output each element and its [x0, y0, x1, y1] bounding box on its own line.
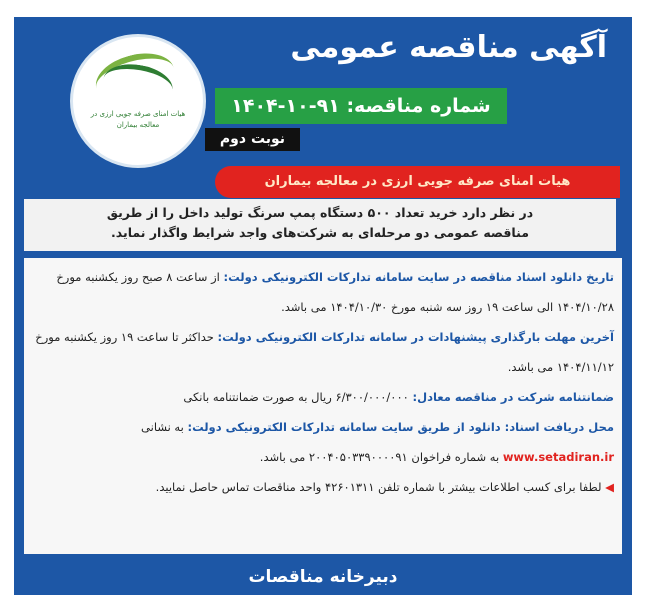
intro-line: در نظر دارد خرید تعداد ۵۰۰ دستگاه پمپ سرنگ تولید داخل را از طریق [106, 205, 534, 220]
guarantee-info: ضمانتنامه شرکت در مناقصه معادل: ۶/۳۰۰/۰۰۰/۰۰۰ ریال به صورت ضمانتنامه بانکی [183, 390, 614, 404]
intro-box [24, 199, 616, 251]
details-box [24, 258, 622, 554]
tender-number: شماره مناقصه: ۹۱-۱۰-۱۴۰۴ [215, 88, 507, 124]
organization-logo [70, 34, 206, 168]
intro-line: مناقصه عمومی دو مرحله‌ای به شرکت‌های واجد شرایط واگذار نماید. [111, 225, 529, 240]
setadiran-link[interactable]: www.setadiran.ir [502, 450, 614, 464]
contact-info: ◀ لطفا برای کسب اطلاعات بیشتر با شماره تلفن ۴۲۶۰۱۳۱۱ واحد مناقصات تماس حاصل نمایید. [155, 480, 614, 494]
ad-title: آگهی مناقصه عمومی [290, 30, 607, 65]
arrow-icon: ◀ [605, 480, 614, 494]
logo-text: هیات امنای صرفه جویی ارزی در معالجه بیماران [90, 110, 186, 129]
footer-signature: دبیرخانه مناقصات [14, 560, 632, 595]
round-badge: نوبت دوم [205, 128, 300, 151]
deadline-info: آخرین مهلت بارگذاری پیشنهادات در سامانه تدارکات الکترونیکی دولت: حداکثر تا ساعت ۱۹ روز یکشنبه مورخ ۱۴۰۴/۱۱/۱۲ می باشد. [35, 330, 614, 374]
download-info: تاریخ دانلود اسناد مناقصه در سایت سامانه تدارکات الکترونیکی دولت: از ساعت ۸ صبح روز یکشنبه مورخ ۱۴۰۴/۱۰/۲۸ الی ساعت ۱۹ روز سه شنبه مورخ ۱۴۰۴/۱۰/۳۰ می باشد. [56, 270, 614, 314]
docs-info: محل دریافت اسناد: دانلود از طریق سایت سامانه تدارکات الکترونیکی دولت: به نشانی www.setadiran.ir به شماره فراخوان ۲۰۰۴۰۵۰۳۳۹۰۰۰۰۹۱ می باشد. [141, 420, 614, 464]
organization-name: هیات امنای صرفه جویی ارزی در معالجه بیماران [215, 166, 620, 198]
